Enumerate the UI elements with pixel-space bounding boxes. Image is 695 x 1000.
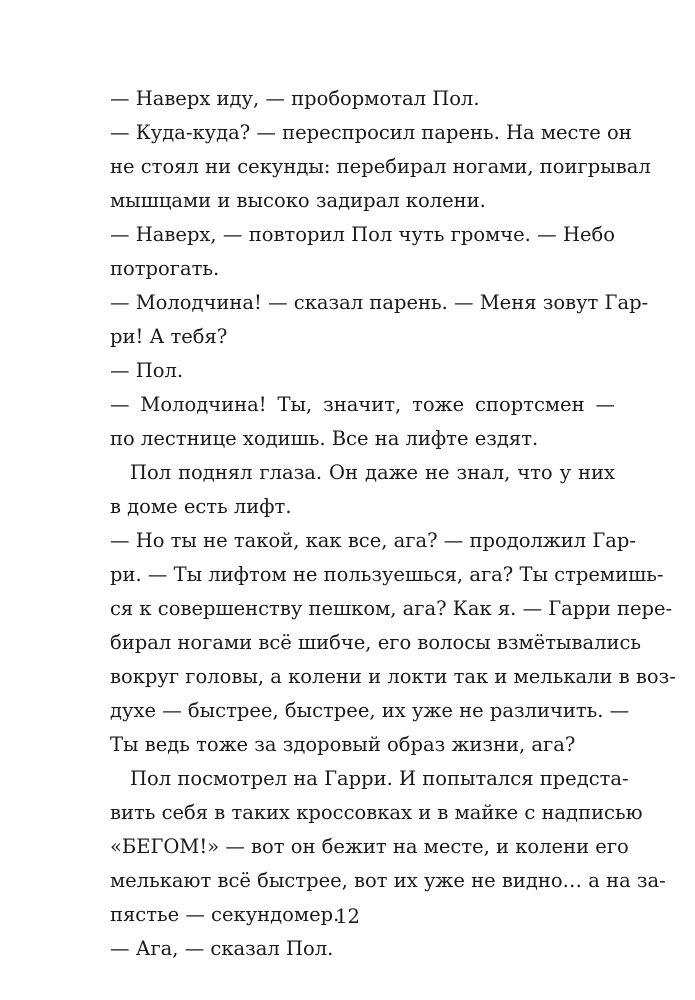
text-line: по лестнице ходишь. Все на лифте ездят.: [110, 427, 539, 450]
page-number: 12: [335, 905, 360, 928]
text-line: бирал ногами всё шибче, его волосы взмётывались: [110, 631, 642, 654]
text-line: — Куда-куда? — переспросил парень. На месте он: [110, 121, 632, 144]
text-line: пястье — секундомер.: [110, 903, 340, 926]
text-line: ри. — Ты лифтом не пользуешься, ага? Ты стремишь-: [110, 563, 664, 586]
text-line: ри! А тебя?: [110, 325, 228, 348]
text-line: — Пол.: [110, 359, 184, 382]
text-line: вокруг головы, а колени и локти так и мелькали в воз-: [110, 665, 676, 688]
text-line: ся к совершенству пешком, ага? Как я. — Гарри пере-: [110, 597, 673, 620]
text-line: потрогать.: [110, 257, 220, 280]
body-text: [110, 82, 676, 966]
text-line: духе — быстрее, быстрее, их уже не различить. —: [110, 699, 630, 722]
text-line: вить себя в таких кроссовках и в майке с надписью: [110, 801, 643, 824]
text-line: — Молодчина! — сказал парень. — Меня зовут Гар-: [110, 291, 649, 314]
text-line: — Ага, — сказал Пол.: [110, 937, 334, 960]
text-line: Пол поднял глаза. Он даже не знал, что у них: [130, 461, 615, 484]
text-line: мышцами и высоко задирал колени.: [110, 189, 486, 212]
text-line: Ты ведь тоже за здоровый образ жизни, ага?: [110, 733, 576, 756]
text-line: — Наверх иду, — пробормотал Пол.: [110, 87, 480, 110]
text-line: — Молодчина! Ты, значит, тоже спортсмен —: [110, 393, 615, 416]
text-line: не стоял ни секунды: перебирал ногами, поигрывал: [110, 155, 651, 178]
text-line: — Наверх, — повторил Пол чуть громче. — Небо: [110, 223, 615, 246]
text-line: «БЕГОМ!» — вот он бежит на месте, и колени его: [110, 835, 629, 858]
text-line: в доме есть лифт.: [110, 495, 292, 518]
text-line: мелькают всё быстрее, вот их уже не видно… а на за-: [110, 869, 666, 892]
text-line: Пол посмотрел на Гарри. И попытался предста-: [130, 767, 629, 790]
text-line: — Но ты не такой, как все, ага? — продолжил Гар-: [110, 529, 636, 552]
